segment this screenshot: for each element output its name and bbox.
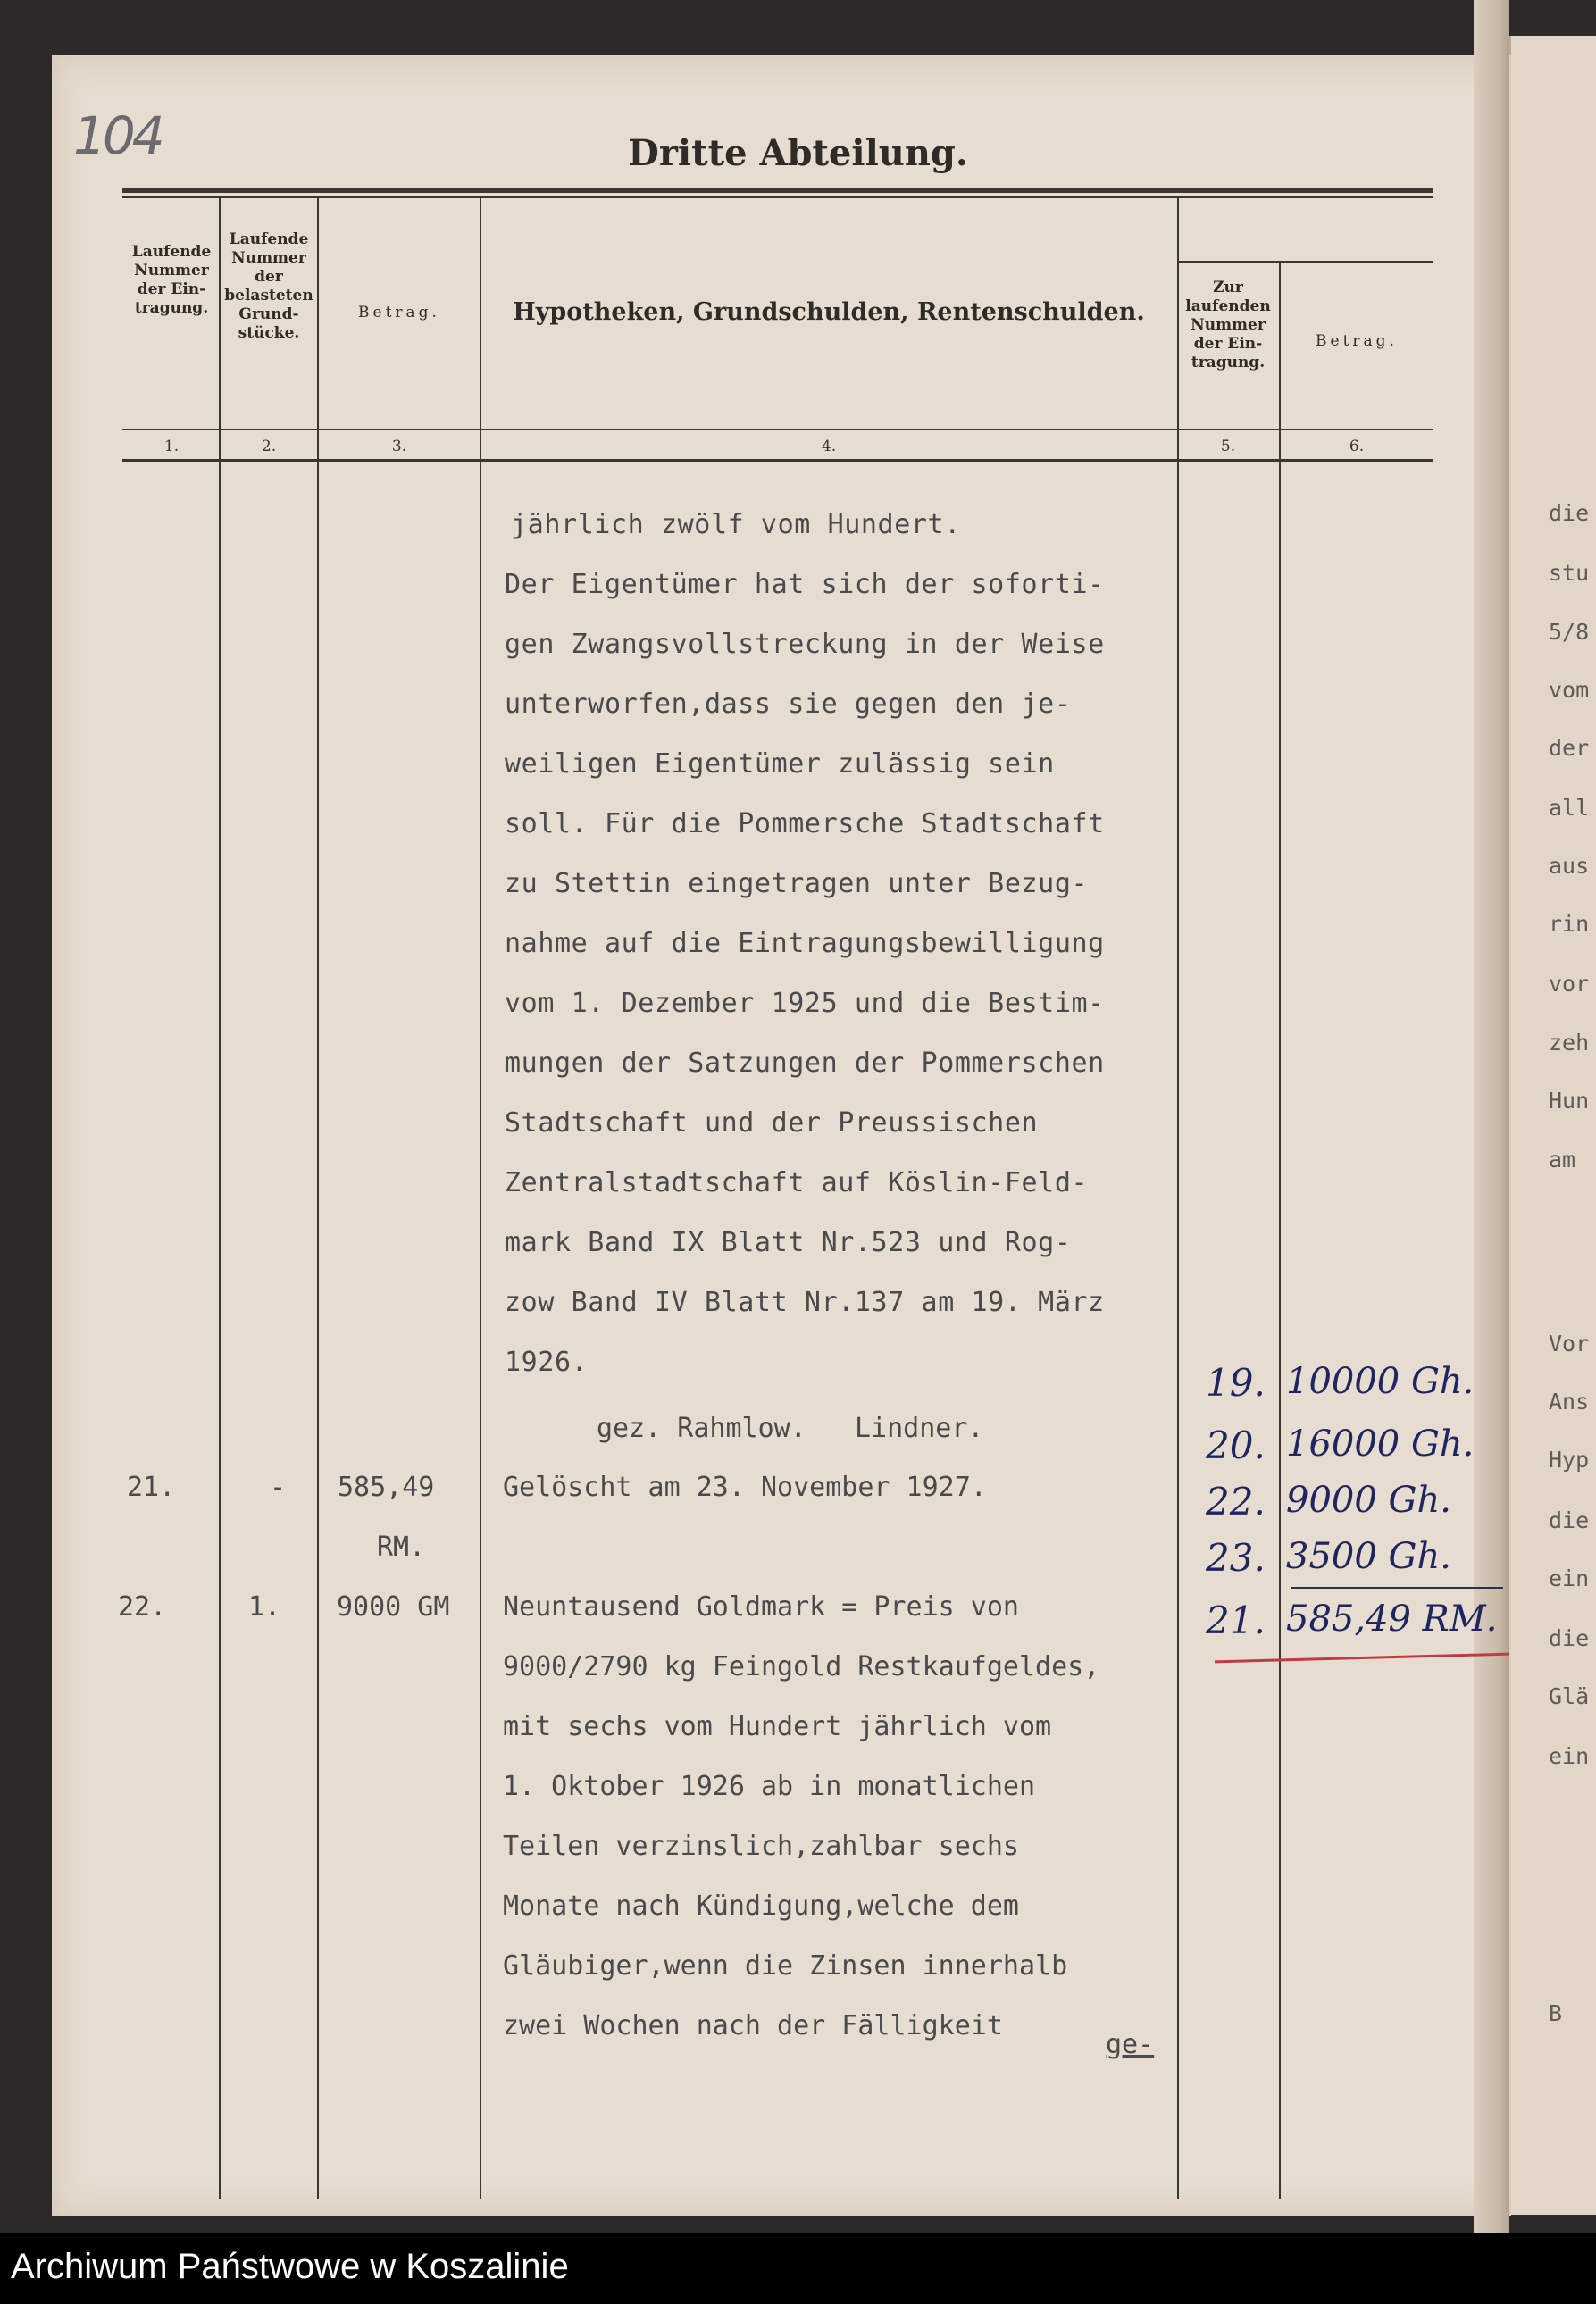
entry22-number: 22. [118, 1591, 167, 1623]
col-divider-3 [480, 198, 481, 2199]
header-col2: Laufende Nummer der belasteten Grund- stücke. [224, 230, 313, 342]
column-number-5: 5. [1220, 438, 1236, 455]
next-page-fragment: zeh [1549, 1030, 1590, 1056]
body-line: 1926. [505, 1347, 589, 1378]
next-page-fragment: die [1549, 1625, 1590, 1651]
next-page-fragment: am [1549, 1147, 1576, 1173]
entry22-text-line: Gläubiger,wenn die Zinsen innerhalb [503, 1950, 1068, 1982]
next-page-strip [1509, 36, 1596, 2215]
body-line: soll. Für die Pommersche Stadtschaft [505, 808, 1105, 839]
body-line: unterworfen,dass sie gegen den je- [505, 689, 1072, 720]
header-col3: Betrag. [358, 304, 440, 321]
header-bottom-rule [122, 429, 1433, 430]
side-entry-amount: 9000 Gh. [1286, 1480, 1451, 1521]
header-col6: Betrag. [1316, 332, 1398, 350]
next-page-fragment: Hun [1549, 1088, 1590, 1114]
entry22-text-line: zwei Wochen nach der Fälligkeit [503, 2010, 1003, 2041]
signature-line: gez. Rahmlow. Lindner. [597, 1413, 984, 1444]
top-rule [122, 188, 1433, 193]
entry21-text: Gelöscht am 23. November 1927. [503, 1472, 987, 1503]
col-divider-4 [1177, 198, 1179, 2199]
side-entry-number: 23. [1206, 1536, 1266, 1580]
body-line: jährlich zwölf vom Hundert. [511, 509, 961, 540]
entry22-amount: 9000 GM [337, 1591, 450, 1623]
body-line: Der Eigentümer hat sich der soforti- [505, 569, 1105, 600]
next-page-fragment: die [1549, 500, 1590, 526]
body-line: Zentralstadtschaft auf Köslin-Feld- [505, 1167, 1089, 1198]
side-entry-amount: 585,49 RM. [1286, 1599, 1498, 1640]
body-line: mark Band IX Blatt Nr.523 und Rog- [505, 1227, 1072, 1258]
footer-archive-name: Archiwum Państwowe w Koszalinie [11, 2247, 569, 2286]
body-line: gen Zwangsvollstreckung in der Weise [505, 629, 1105, 660]
col56-subheader-rule [1179, 261, 1433, 263]
entry22-continuation: ge- [1106, 2029, 1155, 2060]
entry22-parcel: 1. [248, 1591, 281, 1623]
next-page-fragment: Hyp [1549, 1447, 1590, 1473]
col-divider-5 [1279, 263, 1281, 2199]
side-entry-amount: 3500 Gh. [1286, 1536, 1451, 1577]
next-page-fragment: stu [1549, 560, 1590, 586]
entry22-text-line: 9000/2790 kg Feingold Restkaufgeldes, [503, 1651, 1100, 1682]
body-line: mungen der Satzungen der Pommerschen [505, 1048, 1105, 1079]
footer-bar [0, 2233, 1596, 2304]
body-line: vom 1. Dezember 1925 und die Bestim- [505, 988, 1105, 1019]
entry22-text-line: Monate nach Kündigung,welche dem [503, 1891, 1019, 1922]
body-line: nahme auf die Eintragungsbewilligung [505, 928, 1105, 959]
column-number-1: 1. [163, 438, 180, 455]
section-title: Dritte Abteilung. [628, 132, 968, 174]
body-line: zow Band IV Blatt Nr.137 am 19. März [505, 1287, 1105, 1318]
entry22-text-line: 1. Oktober 1926 ab in monatlichen [503, 1771, 1036, 1802]
next-page-fragment: ein [1549, 1565, 1590, 1591]
col-divider-2 [317, 198, 319, 2199]
body-line: zu Stettin eingetragen unter Bezug- [505, 868, 1089, 899]
next-page-fragment: rin [1549, 911, 1590, 937]
entry22-text-line: Neuntausend Goldmark = Preis von [503, 1591, 1019, 1623]
header-col1: Laufende Nummer der Ein- tragung. [131, 243, 212, 317]
column-number-4: 4. [821, 438, 837, 455]
entry21-amount: 585,49 [338, 1472, 435, 1503]
column-number-2: 2. [261, 438, 277, 455]
next-page-fragment: B [1549, 2000, 1563, 2026]
body-line: Stadtschaft und der Preussischen [505, 1107, 1039, 1139]
next-page-fragment: vor [1549, 971, 1590, 997]
next-page-fragment: Vor [1549, 1331, 1590, 1357]
column-number-3: 3. [391, 438, 407, 455]
side-entry-number: 20. [1206, 1423, 1266, 1467]
entry21-number: 21. [127, 1472, 176, 1503]
side-entry-amount: 10000 Gh. [1286, 1361, 1475, 1402]
colnum-bottom-rule [122, 459, 1433, 462]
entry22-text-line: Teilen verzinslich,zahlbar sechs [503, 1831, 1019, 1862]
book-spine [1474, 0, 1509, 2233]
header-col5: Zur laufenden Nummer der Ein- tragung. [1185, 279, 1271, 371]
entry21-parcel: - [270, 1472, 287, 1503]
next-page-fragment: Ans [1549, 1389, 1590, 1415]
next-page-fragment: vom [1549, 677, 1590, 703]
next-page-fragment: all [1549, 795, 1590, 821]
next-page-fragment: 5/8 [1549, 619, 1590, 645]
entry22-text-line: mit sechs vom Hundert jährlich vom [503, 1711, 1052, 1742]
col-divider-1 [219, 198, 221, 2199]
side-entry-number: 22. [1206, 1480, 1266, 1523]
next-page-fragment: ein [1549, 1743, 1590, 1769]
next-page-fragment: die [1549, 1507, 1590, 1533]
next-page-fragment: der [1549, 735, 1590, 761]
next-page-fragment: aus [1549, 853, 1590, 879]
column-number-6: 6. [1349, 438, 1365, 455]
entry21-currency: RM. [377, 1532, 426, 1563]
side-entry-amount: 16000 Gh. [1286, 1423, 1475, 1465]
side-entries-underline-black [1291, 1587, 1503, 1589]
header-col4: Hypotheken, Grundschulden, Rentenschulden. [513, 298, 1145, 326]
side-entry-number: 19. [1206, 1361, 1266, 1405]
body-line: weiligen Eigentümer zulässig sein [505, 748, 1055, 780]
side-entry-number: 21. [1206, 1599, 1266, 1642]
next-page-fragment: Glä [1549, 1683, 1590, 1709]
folio-number: 104 [73, 105, 162, 166]
top-rule-thin [122, 196, 1433, 198]
